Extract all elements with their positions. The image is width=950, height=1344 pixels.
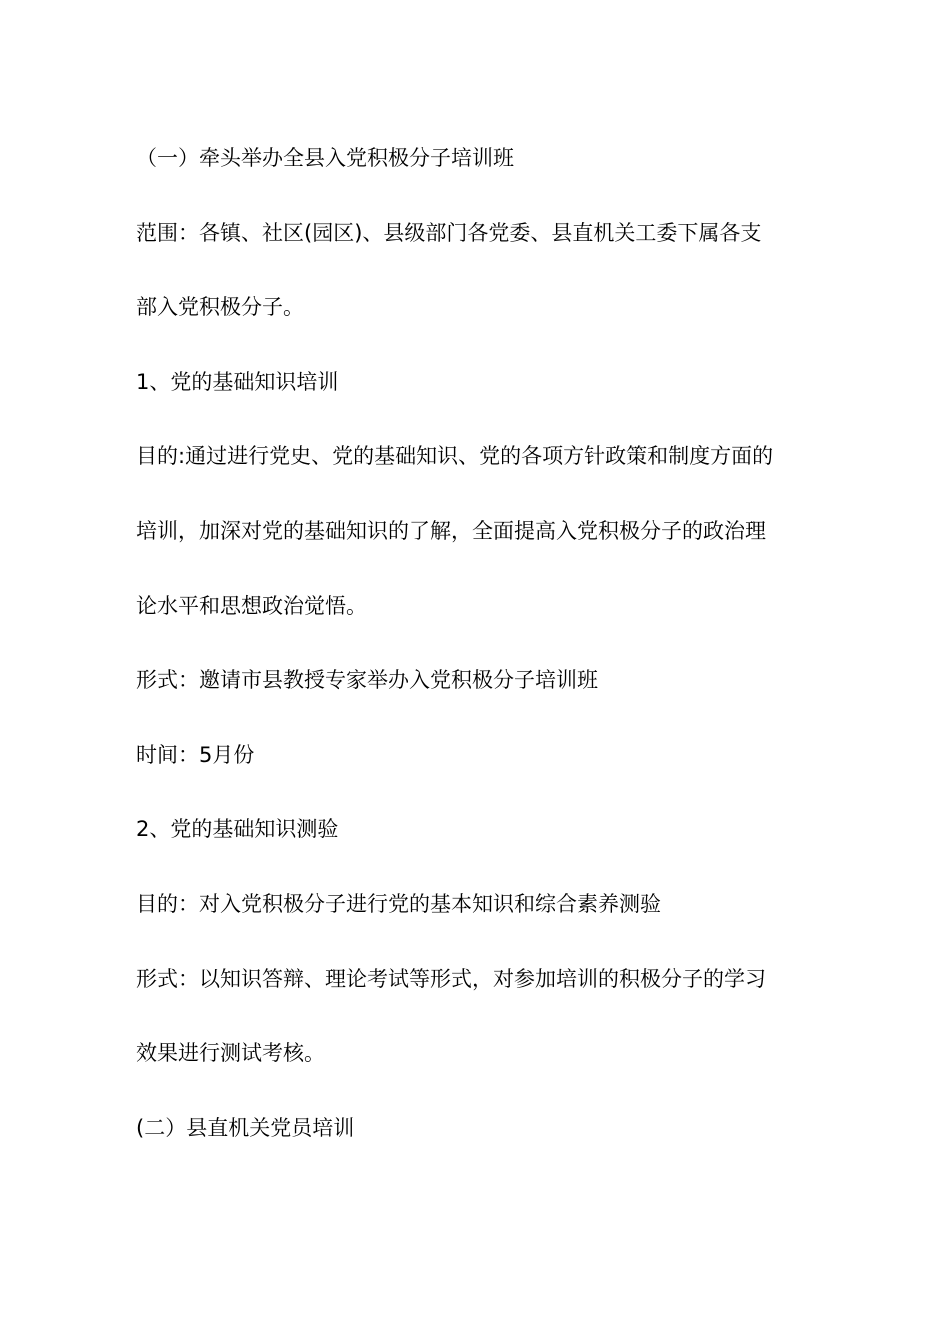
subheading-1: 1、党的基础知识培训 [136,369,339,394]
section-heading-2: (二）县直机关党员培训 [136,1115,355,1140]
paragraph-line: 时间：5月份 [136,742,255,767]
document-body [136,140,826,1184]
paragraph-line: 培训，加深对党的基础知识的了解，全面提高入党积极分子的政治理 [136,518,766,543]
paragraph-line: 目的：对入党积极分子进行党的基本知识和综合素养测验 [136,891,661,916]
paragraph-line: 论水平和思想政治觉悟。 [136,593,367,618]
paragraph-line: 效果进行测试考核。 [136,1041,325,1066]
paragraph-line: 范围：各镇、社区(园区)、县级部门各党委、县直机关工委下属各支 [136,220,762,245]
paragraph-line: 形式：邀请市县教授专家举办入党积极分子培训班 [136,668,598,693]
section-heading-1: （一）牵头举办全县入党积极分子培训班 [136,146,514,170]
subheading-2: 2、党的基础知识测验 [136,817,339,842]
paragraph-line: 部入党积极分子。 [136,295,304,320]
paragraph-line: 目的:通过进行党史、党的基础知识、党的各项方针政策和制度方面的 [136,444,774,469]
paragraph-line: 形式：以知识答辩、理论考试等形式，对参加培训的积极分子的学习 [136,966,766,991]
